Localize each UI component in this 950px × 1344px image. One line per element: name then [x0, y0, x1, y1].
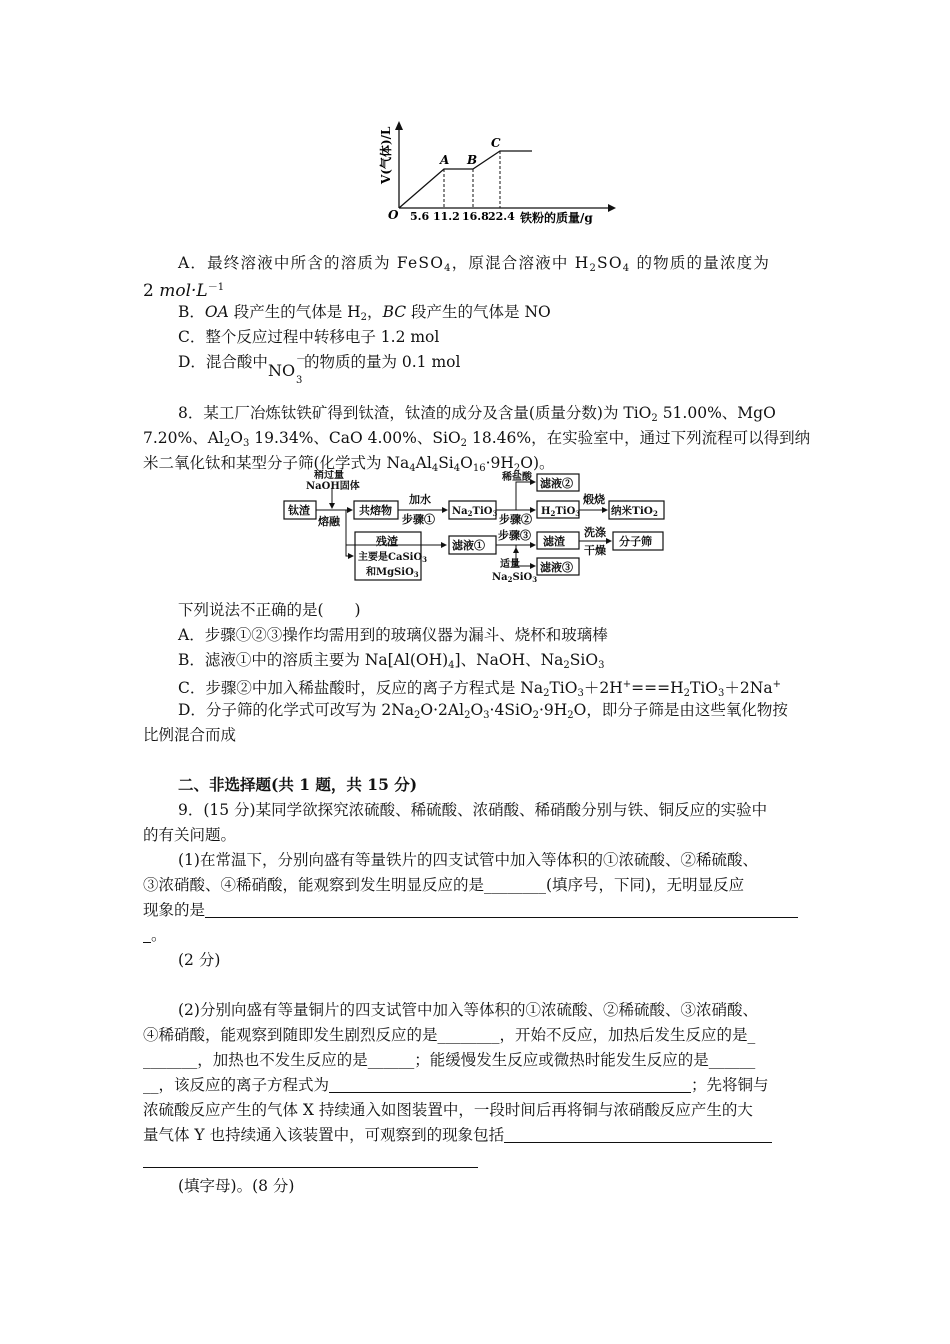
q7-option-c: C．整个反应过程中转移电子 1.2 mol [178, 328, 440, 346]
flow-melt: 熔融 [318, 515, 340, 528]
flow-nano-tio2: 纳米TiO2 [611, 505, 658, 518]
origin-label: O [388, 208, 399, 222]
process-flowchart [280, 470, 675, 585]
answer-blank[interactable] [143, 1151, 478, 1168]
q9-part2-line-2: ④稀硝酸，能观察到随即发生剧烈反应的是________，开始不反应，加热后发生反应的是_ [143, 1026, 756, 1044]
flow-hcl: 稀盐酸 [502, 472, 532, 483]
flow-dry: 干燥 [584, 544, 606, 557]
q7-option-a-cont: 2 $mol\cdot L^{-1}$ [143, 281, 225, 301]
q8-option-d-cont: 比例混合而成 [143, 726, 237, 744]
point-label-b: B [467, 153, 478, 167]
q8-option-a: A．步骤①②③操作均需用到的玻璃仪器为漏斗、烧杯和玻璃棒 [178, 626, 608, 644]
q9-part2-line-3: _______，加热也不发生反应的是______；能缓慢发生反应或微热时能发生反应的是______ [143, 1051, 756, 1069]
flow-calcine: 煅烧 [583, 493, 605, 506]
flow-filtrate2: 滤液② [540, 477, 573, 490]
answer-blank[interactable] [504, 1126, 772, 1143]
q9-part1-line-1: (1)在常温下，分别向盛有等量铁片的四支试管中加入等体积的①浓硫酸、②稀硫酸、 [178, 851, 758, 869]
q7-option-b: B．OA 段产生的气体是 $H_2$，BC 段产生的气体是 NO [178, 303, 551, 323]
x-tick: 22.4 [488, 210, 515, 223]
flow-wash: 洗涤 [584, 526, 606, 539]
q8-prompt: 下列说法不正确的是( ) [178, 601, 361, 619]
q9-part1-line-3: 现象的是 [143, 900, 798, 920]
flow-naoh-solid: NaOH固体 [306, 481, 360, 492]
q9-part2-line-6: 量气体 Y 也持续通入该装置中，可观察到的现象包括 [143, 1125, 772, 1145]
q8-line-3: 米二氧化钛和某型分子筛(化学式为 $Na_4Al_4Si_4O_{16}\cdot 9H_2O$)。 [143, 454, 555, 474]
point-label-c: C [491, 136, 501, 150]
flow-add-water: 加水 [409, 493, 431, 506]
flow-proper-amount: 适量 [500, 559, 520, 570]
q7-option-a: A．最终溶液中所含的溶质为 FeSO$_4$，原混合溶液中 $H_2SO_4$ 的物质的量浓度为 [178, 254, 771, 274]
flow-h2tio3: $H_2TiO_3$ [541, 506, 581, 518]
q9-part1-line-2: ③浓硝酸、④稀硝酸，能观察到发生明显反应的是________(填序号，下同)，无明显反应 [143, 876, 745, 894]
answer-blank[interactable] [329, 1076, 691, 1093]
x-axis-label: 铁粉的质量/g [520, 211, 593, 225]
flow-na2sio3: $Na_2SiO_3$ [492, 572, 538, 584]
flow-titanium-slag: 钛渣 [288, 504, 310, 517]
x-tick: 11.2 [433, 210, 460, 223]
x-tick: 16.8 [462, 210, 489, 223]
flow-residue: 残渣 [376, 535, 398, 548]
q9-line-2: 的有关问题。 [143, 826, 237, 844]
flow-residue-mgsio3: 和MgSiO$_3$ [366, 567, 419, 579]
q8-line-1: 8．某工厂冶炼钛铁矿得到钛渣，钛渣的成分及含量(质量分数)为 TiO$_2$ 51.00%、MgO [178, 404, 776, 424]
q8-line-2: 7.20%、$Al_2O_3$ 19.34%、CaO 4.00%、SiO$_2$ 18.46%，在实验室中，通过下列流程可以得到纳 [143, 429, 811, 449]
q7-option-d: D．混合酸中 NO 3 － 的物质的量为 0.1 mol [178, 353, 461, 386]
flow-step2: 步骤② [499, 513, 532, 526]
q9-part2-line-1: (2)分别向盛有等量铜片的四支试管中加入等体积的①浓硫酸、②稀硫酸、③浓硝酸、 [178, 1001, 758, 1019]
flow-step1: 步骤① [402, 513, 435, 526]
q8-option-c: C．步骤②中加入稀盐酸时，反应的离子方程式是 $Na_2TiO_3+2H^+===H_2TiO_3+2Na^+$ [178, 679, 781, 699]
flow-residue-casio3: 主要是CaSiO$_3$ [358, 552, 428, 564]
q9-part1-line-4: 。 [143, 925, 167, 945]
q8-option-d: D．分子筛的化学式可改写为 $2Na_2O\cdot 2Al_2O_3\cdot 4SiO_2\cdot 9H_2O$，即分子筛是由这些氧化物按 [178, 701, 788, 721]
flow-filtrate1: 滤液① [452, 539, 485, 552]
y-axis-label: V(气体)/L [379, 126, 393, 184]
flow-cofused: 共熔物 [359, 504, 392, 517]
q9-line-1: 9．(15 分)某同学欲探究浓硫酸、稀硫酸、浓硝酸、稀硝酸分别与铁、铜反应的实验中 [178, 801, 768, 819]
q9-part2-line-7 [143, 1150, 478, 1170]
flow-step3: 步骤③ [498, 529, 531, 542]
q9-part2-line-4: __，该反应的离子方程式为 ；先将铜与 [143, 1076, 769, 1094]
flow-filter-residue: 滤渣 [543, 535, 565, 548]
q8-option-b: B．滤液①中的溶质主要为 $Na[Al(OH)_4]$、NaOH、$Na_2SiO_3$ [178, 651, 605, 671]
q9-part2-line-5: 浓硫酸反应产生的气体 X 持续通入如图装置中，一段时间后再将铜与浓硝酸反应产生的大 [143, 1101, 753, 1119]
section-2-title: 二、非选择题(共 1 题，共 15 分) [178, 775, 418, 794]
flow-reagent-excess: 稍过量 [314, 470, 344, 481]
flow-filtrate3: 滤液③ [540, 561, 573, 574]
q9-part1-score: (2 分) [178, 951, 221, 969]
flow-molecular-sieve: 分子筛 [619, 535, 652, 548]
answer-blank[interactable] [205, 901, 798, 918]
x-tick: 5.6 [410, 210, 430, 223]
answer-blank[interactable] [143, 926, 151, 943]
point-label-a: A [440, 153, 450, 167]
q9-part2-score: (填字母)。(8 分) [178, 1177, 295, 1195]
flow-na2tio3: $Na_2TiO_3$ [452, 506, 498, 518]
volume-mass-graph [378, 118, 628, 230]
